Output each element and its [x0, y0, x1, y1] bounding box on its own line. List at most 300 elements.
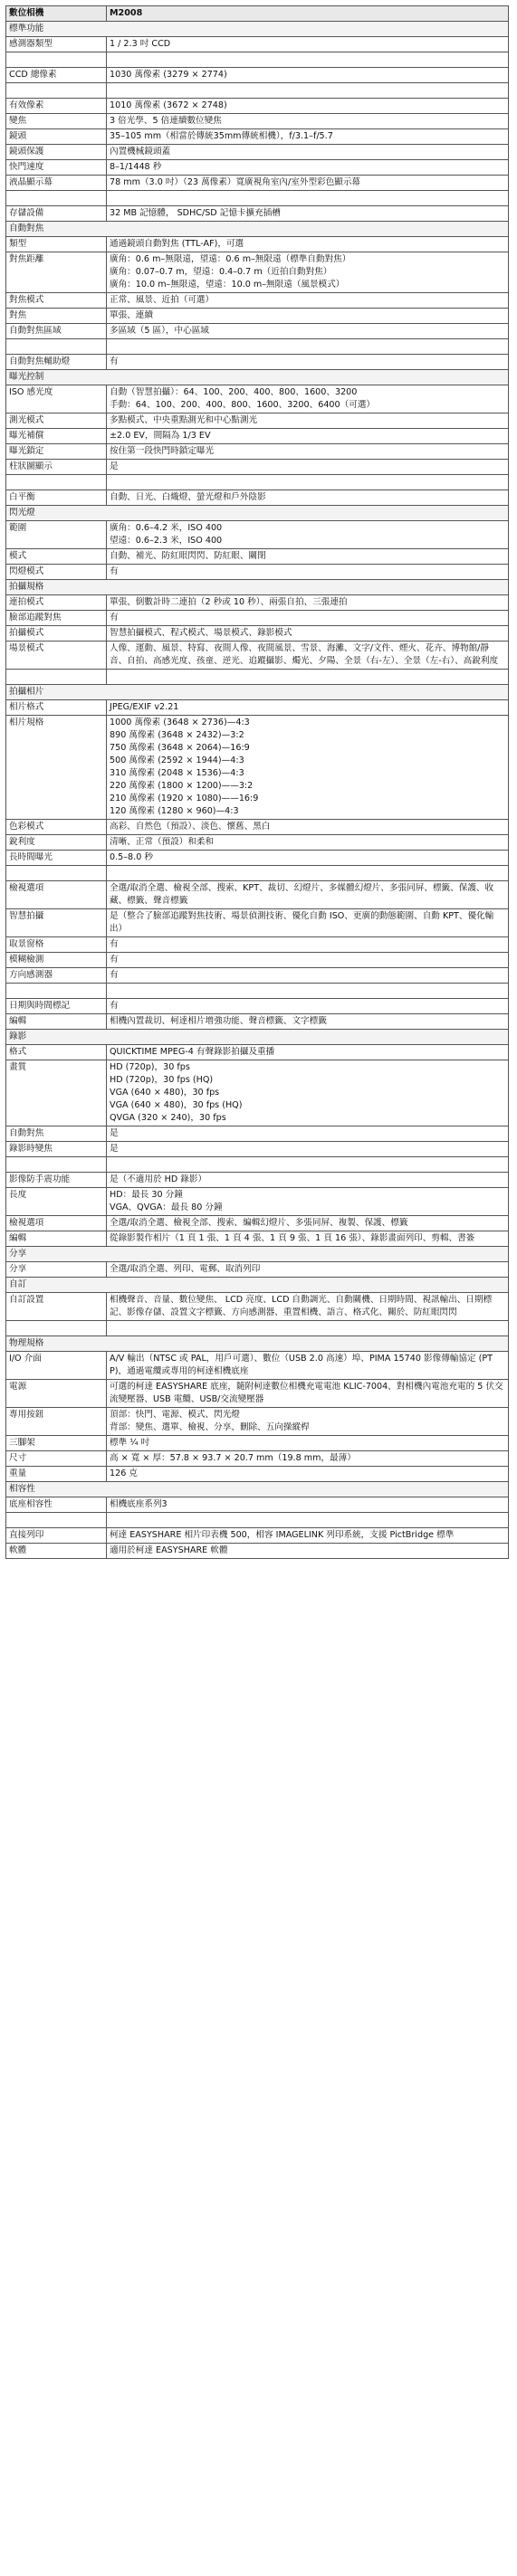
- section-header-row: [6, 1336, 509, 1352]
- spec-value-line: 廣角：0.6 m–無限遠，望遠：0.6 m–無限遠（標準自動對焦）: [110, 254, 351, 264]
- spec-value-line: 望遠：0.6–2.3 米，ISO 400: [110, 536, 223, 546]
- spec-value: [107, 835, 509, 851]
- spec-label: 測光模式: [6, 413, 107, 429]
- spec-value: [107, 444, 509, 460]
- section-title: 物理規格: [6, 1336, 509, 1352]
- spec-row: [6, 611, 509, 626]
- spec-value-line: 有: [110, 356, 119, 366]
- spec-label: 方向感測器: [6, 968, 107, 984]
- spec-value: [107, 429, 509, 444]
- spec-row: [6, 866, 509, 881]
- spec-table: [5, 5, 509, 1559]
- spec-value-line: 通過鏡頭自動對焦 (TTL-AF)，可選: [110, 239, 244, 249]
- spec-value: [107, 1060, 509, 1126]
- spec-row: [6, 444, 509, 460]
- spec-label: 編輯: [6, 1014, 107, 1030]
- spec-value: [107, 68, 509, 83]
- spec-row: [6, 206, 509, 222]
- spec-row: [6, 521, 509, 549]
- spec-value-line: 1010 萬像素 (3672 × 2748): [110, 100, 227, 110]
- spec-row: [6, 626, 509, 642]
- spec-row: [6, 68, 509, 83]
- spec-row: [6, 1262, 509, 1278]
- spec-row: [6, 909, 509, 937]
- spec-value: [107, 145, 509, 160]
- spec-value: [107, 1014, 509, 1030]
- spec-value-line: 1000 萬像素 (3648 × 2736)—4:3: [110, 718, 250, 727]
- spec-row: [6, 1231, 509, 1247]
- spec-value-line: ±2.0 EV，間隔為 1/3 EV: [110, 431, 211, 441]
- section-title: 曝光控制: [6, 370, 509, 385]
- spec-value: [107, 1467, 509, 1482]
- spec-value-line: 32 MB 記憶體， SDHC/SD 記憶卡擴充插槽: [110, 208, 281, 218]
- spec-value-line: HD (720p)，30 fps: [110, 1062, 190, 1072]
- spec-value-line: 3 倍光學、5 倍連續數位變焦: [110, 116, 222, 126]
- spec-row: [6, 1436, 509, 1451]
- spec-value-line: 手動：64、100、200、400、800、1600、3200、6400（可選）: [110, 400, 376, 410]
- spec-label: 對焦: [6, 309, 107, 324]
- spec-label: 臉部追蹤對焦: [6, 611, 107, 626]
- spec-value-line: 多區域（5 區），中心區域: [110, 326, 209, 336]
- spec-value-line: 是（不適用於 HD 錄影）: [110, 1174, 207, 1184]
- spec-label: 範圍: [6, 521, 107, 549]
- spec-label: [6, 475, 107, 490]
- spec-sheet: [5, 5, 509, 1559]
- section-title: 標準功能: [6, 22, 509, 37]
- spec-value-line: [110, 670, 505, 683]
- spec-value-line: 有: [110, 955, 119, 965]
- spec-value-line: 背部：變焦、選單、檢視、分享、刪除、五向操縱桿: [110, 1422, 310, 1432]
- spec-label: 長時間曝光: [6, 851, 107, 866]
- spec-value-line: 1030 萬像素 (3279 × 2774): [110, 70, 227, 80]
- spec-label: CCD 總像素: [6, 68, 107, 83]
- spec-value-line: 890 萬像素 (3648 × 2432)—3:2: [110, 730, 244, 740]
- spec-value: [107, 160, 509, 176]
- spec-value: [107, 953, 509, 968]
- spec-value-line: 從錄影製作相片（1 頁 1 張、1 頁 4 張、1 頁 9 張、1 頁 16 張）、錄影畫面列印、剪輯、書簽: [110, 1233, 475, 1243]
- spec-value-line: 高彩、自然色（預設）、淡色、懷舊、黑白: [110, 822, 271, 832]
- spec-value-line: 自動（智慧拍攝）：64、100、200、400、800、1600、3200: [110, 387, 358, 397]
- section-title: 錄影: [6, 1030, 509, 1045]
- spec-value-line: 有: [110, 613, 119, 623]
- spec-label: 模糊檢測: [6, 953, 107, 968]
- spec-label: 柱狀圖顯示: [6, 460, 107, 475]
- spec-row: [6, 191, 509, 206]
- spec-value-line: 單張、連續: [110, 310, 153, 320]
- spec-value: [107, 549, 509, 565]
- spec-value: [107, 1497, 509, 1513]
- spec-label: 尺寸: [6, 1451, 107, 1467]
- spec-value-line: [110, 192, 505, 204]
- spec-label: 智慧拍攝: [6, 909, 107, 937]
- spec-value-line: 750 萬像素 (3648 × 2064)—16:9: [110, 743, 250, 753]
- spec-value-line: 8–1/1448 秒: [110, 162, 162, 172]
- section-header-row: [6, 685, 509, 700]
- spec-value-line: [110, 53, 505, 66]
- spec-value: [107, 1142, 509, 1157]
- spec-label: 類型: [6, 237, 107, 252]
- spec-value-line: 自動、補光、防紅眼閃閃、防紅眼、關閉: [110, 551, 266, 561]
- spec-value: [107, 1408, 509, 1436]
- spec-value: [107, 206, 509, 222]
- spec-label: 場景模式: [6, 642, 107, 670]
- section-header-row: [6, 222, 509, 237]
- spec-label: 自動對焦區域: [6, 324, 107, 339]
- spec-value: [107, 700, 509, 716]
- spec-label: 對焦距離: [6, 252, 107, 293]
- spec-row: [6, 1497, 509, 1513]
- spec-value-line: [110, 1322, 505, 1335]
- spec-value: [107, 1173, 509, 1188]
- section-title: 自訂: [6, 1278, 509, 1293]
- spec-label: 三腳架: [6, 1436, 107, 1451]
- spec-row: [6, 1126, 509, 1142]
- spec-label: ISO 感光度: [6, 385, 107, 413]
- spec-value-line: 標準 ¼ 吋: [110, 1438, 150, 1448]
- spec-label: 存儲設備: [6, 206, 107, 222]
- spec-value: [107, 1262, 509, 1278]
- spec-value-line: 有: [110, 970, 119, 980]
- spec-value-line: 清晰、正常（預設）和柔和: [110, 837, 215, 847]
- spec-value-line: A/V 輸出（NTSC 或 PAL，用戶可選）、數位（USB 2.0 高速）埠、PIMA 15740 影像傳輸協定 (PTP)，通過電纜或專用的柯達相機底座: [110, 1354, 493, 1376]
- spec-label: I/O 介面: [6, 1352, 107, 1380]
- spec-row: [6, 37, 509, 52]
- section-title: 閃光燈: [6, 506, 509, 521]
- spec-row: [6, 937, 509, 953]
- spec-row: [6, 385, 509, 413]
- spec-label: 有效像素: [6, 99, 107, 114]
- spec-label: 感測器類型: [6, 37, 107, 52]
- spec-value: [107, 866, 509, 881]
- spec-label: 直接列印: [6, 1528, 107, 1544]
- spec-value: [107, 114, 509, 129]
- spec-value: [107, 324, 509, 339]
- spec-value: [107, 237, 509, 252]
- spec-row: [6, 293, 509, 309]
- section-title: 拍攝相片: [6, 685, 509, 700]
- spec-value: [107, 355, 509, 370]
- spec-row: [6, 1380, 509, 1408]
- spec-row: [6, 429, 509, 444]
- spec-value-line: 是: [110, 1144, 119, 1154]
- spec-value-line: 210 萬像素 (1920 × 1080)——16:9: [110, 794, 259, 803]
- spec-row: [6, 1408, 509, 1436]
- spec-row: [6, 835, 509, 851]
- spec-value-line: 35–105 mm（相當於傳統35mm傳統相機），f/3.1–f/5.7: [110, 131, 333, 141]
- spec-row: [6, 1188, 509, 1216]
- spec-value-line: 多點模式、中央重點測光和中心點測光: [110, 415, 258, 425]
- spec-label: [6, 339, 107, 355]
- spec-label: 專用按鈕: [6, 1408, 107, 1436]
- spec-value: [107, 460, 509, 475]
- spec-value: [107, 1321, 509, 1336]
- spec-value-line: HD (720p)，30 fps (HQ): [110, 1075, 214, 1085]
- spec-value-line: HD：最長 30 分鐘: [110, 1190, 183, 1200]
- spec-row: [6, 953, 509, 968]
- spec-value: [107, 642, 509, 670]
- spec-value: [107, 52, 509, 68]
- spec-value-line: 人像、運動、風景、特寫、夜間人像、夜間風景、雪景、海灘、文字/文件、煙火、花卉、博物館/靜音、自拍、高感光度、孩童、逆光、追蹤攝影、燭光、夕陽、全景（右-左）、全景（左-右）、高銳利度: [110, 643, 499, 666]
- spec-row: [6, 820, 509, 835]
- spec-row: [6, 252, 509, 293]
- spec-value: [107, 1380, 509, 1408]
- section-header-row: [6, 1482, 509, 1497]
- spec-value-line: 是: [110, 461, 119, 471]
- spec-row: [6, 324, 509, 339]
- spec-value: [107, 565, 509, 580]
- spec-row: [6, 565, 509, 580]
- spec-value-line: 自動、日光、白熾燈、螢光燈和戶外陰影: [110, 492, 266, 502]
- section-header-row: [6, 1247, 509, 1262]
- spec-value: [107, 129, 509, 145]
- spec-row: [6, 1321, 509, 1336]
- spec-value: [107, 881, 509, 909]
- spec-value: [107, 1045, 509, 1060]
- spec-value: [107, 595, 509, 611]
- spec-label: [6, 83, 107, 99]
- spec-row: [6, 1544, 509, 1559]
- model-name: M2008: [107, 6, 509, 22]
- spec-row: [6, 160, 509, 176]
- spec-value: [107, 521, 509, 549]
- spec-value-line: [110, 84, 505, 97]
- spec-value: [107, 293, 509, 309]
- spec-row: [6, 355, 509, 370]
- spec-label: 曝光補償: [6, 429, 107, 444]
- spec-label: [6, 1513, 107, 1528]
- spec-value: [107, 1513, 509, 1528]
- spec-row: [6, 339, 509, 355]
- spec-row: [6, 1513, 509, 1528]
- spec-row: [6, 1528, 509, 1544]
- spec-value-line: [110, 340, 505, 353]
- spec-label: 鏡頭保護: [6, 145, 107, 160]
- spec-value: [107, 83, 509, 99]
- spec-label: 錄影時變焦: [6, 1142, 107, 1157]
- spec-value: [107, 490, 509, 506]
- spec-value-line: 500 萬像素 (2592 × 1944)—4:3: [110, 756, 244, 765]
- spec-value-line: 相機內置裁切、柯達相片增強功能、聲音標籤、文字標籤: [110, 1016, 327, 1026]
- spec-value-line: 廣角：0.6–4.2 米，ISO 400: [110, 523, 223, 533]
- spec-value: [107, 820, 509, 835]
- spec-row: [6, 595, 509, 611]
- spec-value-line: 有: [110, 939, 119, 949]
- spec-row: [6, 490, 509, 506]
- spec-value: [107, 1293, 509, 1321]
- section-header-row: [6, 506, 509, 521]
- spec-value-line: 全選/取消全選、檢視全部、搜索、KPT、裁切、幻燈片、多媒體幻燈片、多張同屏、標籤、保護、收藏、標籤、聲音標籤: [110, 883, 494, 906]
- spec-value-line: 是（整合了臉部追蹤對焦技術、場景偵測技術、優化自動 ISO、更廣的動態範圍、自動 KPT、優化輸出）: [110, 911, 494, 934]
- spec-value: [107, 1216, 509, 1231]
- spec-value-line: 有: [110, 1001, 119, 1011]
- spec-value-line: 220 萬像素 (1800 × 1200)——3:2: [110, 781, 254, 791]
- spec-label: 取景窗格: [6, 937, 107, 953]
- spec-row: [6, 549, 509, 565]
- spec-row: [6, 1060, 509, 1126]
- spec-label: 白平衡: [6, 490, 107, 506]
- spec-value: [107, 984, 509, 999]
- spec-value: [107, 37, 509, 52]
- spec-value: [107, 626, 509, 642]
- spec-row: [6, 700, 509, 716]
- spec-value-line: JPEG/EXIF v2.21: [110, 702, 179, 712]
- spec-label: 底座相容性: [6, 1497, 107, 1513]
- spec-value-line: VGA、QVGA：最長 80 分鐘: [110, 1202, 223, 1212]
- spec-label: 長度: [6, 1188, 107, 1216]
- spec-value: [107, 968, 509, 984]
- spec-row: [6, 114, 509, 129]
- spec-value-line: 全選/取消全選、檢視全部、搜索、編輯幻燈片、多張同屏、複製、保護、標籤: [110, 1218, 408, 1228]
- spec-value-line: 78 mm（3.0 吋）（23 萬像素）寬廣視角室內/室外型彩色顯示幕: [110, 177, 361, 187]
- spec-value-line: 頂部：快門、電源、模式、閃光燈: [110, 1410, 240, 1420]
- spec-label: 自動對焦輔助燈: [6, 355, 107, 370]
- spec-value-line: 是: [110, 1128, 119, 1138]
- spec-row: [6, 176, 509, 191]
- spec-label: [6, 1321, 107, 1336]
- spec-label: 軟體: [6, 1544, 107, 1559]
- spec-value-line: 有: [110, 566, 119, 576]
- spec-label: 對焦模式: [6, 293, 107, 309]
- spec-value: [107, 99, 509, 114]
- spec-value-line: 可選的柯達 EASYSHARE 底座，隨附柯達數位相機充電電池 KLIC-7004、對相機內電池充電的 5 伏交流變壓器、USB 電纜、USB/交流變壓器: [110, 1382, 503, 1404]
- spec-value-line: 按住第一段快門時鎖定曝光: [110, 446, 215, 456]
- spec-row: [6, 851, 509, 866]
- spec-row: [6, 1352, 509, 1380]
- spec-value: [107, 176, 509, 191]
- spec-value: [107, 1231, 509, 1247]
- spec-row: [6, 1157, 509, 1173]
- spec-value: [107, 999, 509, 1014]
- spec-label: 格式: [6, 1045, 107, 1060]
- spec-value-line: 120 萬像素 (1280 × 960)—4:3: [110, 806, 239, 816]
- spec-label: 閃燈模式: [6, 565, 107, 580]
- spec-value-line: 內置機械鏡頭蓋: [110, 147, 171, 157]
- spec-value-line: 適用於柯達 EASYSHARE 軟體: [110, 1545, 228, 1555]
- spec-value-line: 相機聲音、音量、數位變焦、 LCD 亮度、LCD 自動調光、自動關機、日期時間、視訊輸出、日期標記、影像存儲、設置文字標籤、方向感測器、重置相機、語言、格式化、關於、防紅眼閃閃: [110, 1295, 493, 1317]
- spec-value: [107, 851, 509, 866]
- spec-label: [6, 52, 107, 68]
- spec-row: [6, 237, 509, 252]
- section-title: 分享: [6, 1247, 509, 1262]
- spec-label: 色彩模式: [6, 820, 107, 835]
- spec-row: [6, 999, 509, 1014]
- spec-value: [107, 1451, 509, 1467]
- spec-label: [6, 191, 107, 206]
- spec-value-line: 廣角：0.07–0.7 m，望遠：0.4–0.7 m（近拍自動對焦）: [110, 267, 332, 277]
- spec-row: [6, 881, 509, 909]
- spec-row: [6, 83, 509, 99]
- section-header-row: [6, 580, 509, 595]
- spec-row: [6, 984, 509, 999]
- spec-row: [6, 413, 509, 429]
- spec-row: [6, 716, 509, 820]
- spec-row: [6, 1045, 509, 1060]
- spec-value: [107, 413, 509, 429]
- spec-row: [6, 1216, 509, 1231]
- section-title: 自動對焦: [6, 222, 509, 237]
- spec-row: [6, 460, 509, 475]
- spec-label: [6, 670, 107, 685]
- spec-value-line: VGA (640 × 480)，30 fps: [110, 1088, 220, 1098]
- section-title: 相容性: [6, 1482, 509, 1497]
- spec-row: [6, 145, 509, 160]
- spec-value-line: 柯達 EASYSHARE 相片印表機 500，相容 IMAGELINK 列印系統，支援 PictBridge 標準: [110, 1530, 455, 1540]
- spec-value: [107, 937, 509, 953]
- spec-value-line: [110, 984, 505, 997]
- spec-value: [107, 252, 509, 293]
- spec-row: [6, 670, 509, 685]
- spec-label: 相片規格: [6, 716, 107, 820]
- spec-value: [107, 611, 509, 626]
- spec-row: [6, 475, 509, 490]
- section-title: 拍攝規格: [6, 580, 509, 595]
- spec-label: 銳利度: [6, 835, 107, 851]
- spec-row: [6, 968, 509, 984]
- spec-value-line: VGA (640 × 480)，30 fps (HQ): [110, 1100, 243, 1110]
- spec-value: [107, 339, 509, 355]
- spec-value: [107, 1528, 509, 1544]
- spec-value-line: [110, 1514, 505, 1526]
- spec-label: 拍攝模式: [6, 626, 107, 642]
- spec-label: 電源: [6, 1380, 107, 1408]
- spec-value: [107, 1126, 509, 1142]
- spec-value: [107, 670, 509, 685]
- spec-label: 鏡頭: [6, 129, 107, 145]
- spec-value-line: 0.5–8.0 秒: [110, 852, 153, 862]
- spec-label: 重量: [6, 1467, 107, 1482]
- spec-label: 日期與時間標記: [6, 999, 107, 1014]
- spec-row: [6, 1142, 509, 1157]
- spec-row: [6, 1173, 509, 1188]
- spec-row: [6, 99, 509, 114]
- spec-value-line: 全選/取消全選、列印、電郵、取消列印: [110, 1264, 261, 1274]
- spec-row: [6, 1293, 509, 1321]
- section-header-row: [6, 1030, 509, 1045]
- spec-value: [107, 1188, 509, 1216]
- spec-value-line: 正常、風景、近拍（可選）: [110, 295, 215, 305]
- spec-value-line: [110, 867, 505, 879]
- spec-value-line: 126 克: [110, 1469, 138, 1478]
- spec-label: 檢視選項: [6, 881, 107, 909]
- spec-value-line: 單張、倒數計時二連拍（2 秒或 10 秒）、兩張自拍、三張連拍: [110, 597, 348, 607]
- spec-label: [6, 984, 107, 999]
- spec-value: [107, 1436, 509, 1451]
- spec-label: 快門速度: [6, 160, 107, 176]
- spec-value-line: 310 萬像素 (2048 × 1536)—4:3: [110, 768, 244, 778]
- spec-label: 連拍模式: [6, 595, 107, 611]
- spec-label: 自訂設置: [6, 1293, 107, 1321]
- spec-value-line: [110, 1158, 505, 1171]
- spec-value: [107, 191, 509, 206]
- table-header-row: [6, 6, 509, 22]
- spec-label: 影像防手震功能: [6, 1173, 107, 1188]
- section-header-row: [6, 1278, 509, 1293]
- spec-label: 液晶顯示幕: [6, 176, 107, 191]
- spec-label: 分享: [6, 1262, 107, 1278]
- spec-value-line: 高 × 寬 × 厚：57.8 × 93.7 × 20.7 mm（19.8 mm，最薄）: [110, 1453, 356, 1463]
- spec-label: 變焦: [6, 114, 107, 129]
- spec-label: 編輯: [6, 1231, 107, 1247]
- spec-label: 曝光鎖定: [6, 444, 107, 460]
- section-header-row: [6, 370, 509, 385]
- spec-value-line: QVGA (320 × 240)，30 fps: [110, 1113, 226, 1123]
- spec-value: [107, 716, 509, 820]
- spec-label: 模式: [6, 549, 107, 565]
- spec-value-line: QUICKTIME MPEG-4 有聲錄影拍攝及重播: [110, 1047, 275, 1057]
- spec-value-line: 相機底座系列3: [110, 1499, 168, 1509]
- spec-row: [6, 1451, 509, 1467]
- spec-label: 相片格式: [6, 700, 107, 716]
